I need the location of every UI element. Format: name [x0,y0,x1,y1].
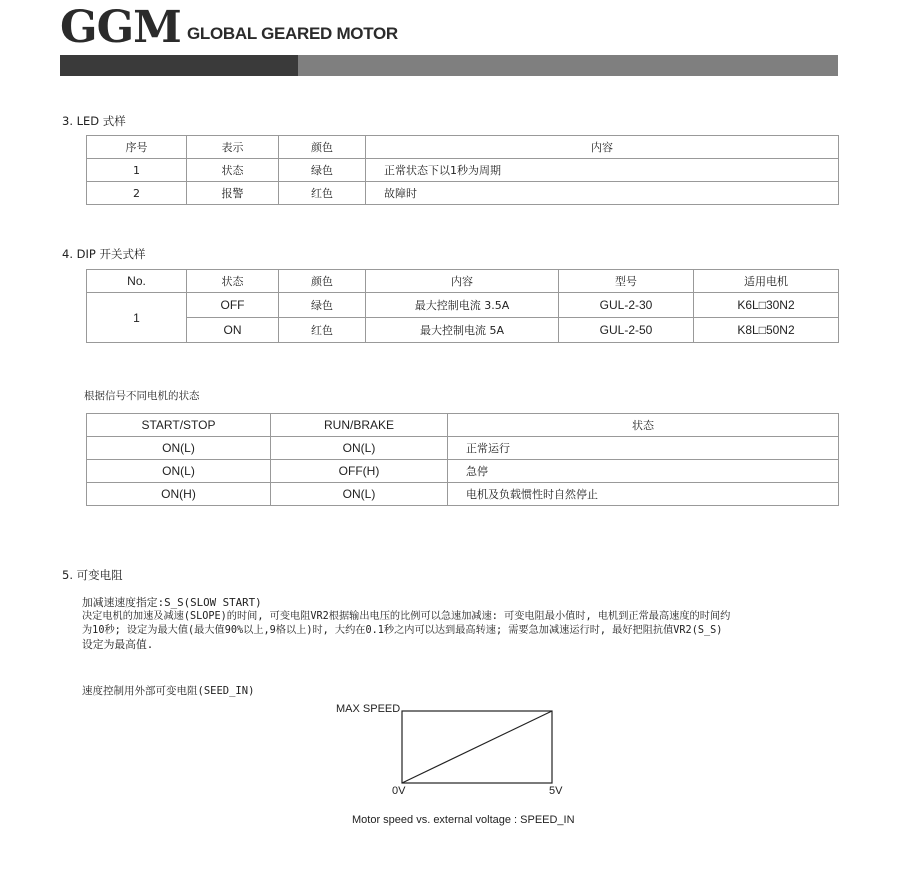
table-cell: K8L□50N2 [694,318,839,343]
table-cell: 红色 [279,318,366,343]
resistor-section-title: 5. 可变电阻 [62,568,123,582]
speed-section-title: 速度控制用外部可变电阻(SEED_IN) [82,685,255,697]
dip-header-cell: 内容 [366,270,559,293]
dip-table [86,269,839,343]
table-cell: 红色 [279,182,366,205]
table-cell: 绿色 [279,293,366,318]
dip-header-cell: 适用电机 [694,270,839,293]
table-cell: K6L□30N2 [694,293,839,318]
table-cell: ON(H) [87,483,271,506]
table-row [87,483,839,506]
table-cell: ON(L) [87,460,271,483]
speed-line [402,711,552,783]
table-cell: 绿色 [279,159,366,182]
dip-section-title: 4. DIP 开关式样 [62,247,146,261]
x-axis-min-label: 0V [392,785,406,797]
signal-table-title: 根据信号不同电机的状态 [84,390,200,402]
resistor-line: 为10秒; 设定为最大值(最大值90%以上,9格以上)时, 大约在0.1秒之内可以达到最高转速; 需要急加减速运行时, 最好把阻抗值VR2(S_S) [82,625,723,636]
dip-header-row [87,270,839,293]
table-cell: OFF [187,293,279,318]
led-section-title: 3. LED 式样 [62,114,126,128]
header-bar-dark [60,55,298,76]
led-header-cell: 序号 [87,136,187,159]
dip-header-cell: 状态 [187,270,279,293]
led-header-cell: 颜色 [279,136,366,159]
graph-caption: Motor speed vs. external voltage : SPEED_IN [352,814,575,826]
led-header-cell: 表示 [187,136,279,159]
led-header-row [87,136,839,159]
dip-header-cell: 颜色 [279,270,366,293]
table-cell: 状态 [187,159,279,182]
table-row [87,159,839,182]
resistor-line: 设定为最高值. [82,638,154,651]
dip-no-cell: 1 [87,293,187,343]
signal-header-cell: START/STOP [87,414,271,437]
table-row [87,293,839,318]
y-axis-label: MAX SPEED [336,703,401,715]
table-cell: ON(L) [271,437,448,460]
table-cell: 报警 [187,182,279,205]
table-cell: GUL-2-50 [559,318,694,343]
table-cell: 故障时 [366,182,839,205]
resistor-description [82,596,838,652]
dip-header-cell: 型号 [559,270,694,293]
table-cell: OFF(H) [271,460,448,483]
table-cell: 电机及负载惯性时自然停止 [448,483,839,506]
header-bar-gray [298,55,838,76]
table-cell: GUL-2-30 [559,293,694,318]
table-cell: ON(L) [271,483,448,506]
table-cell: 最大控制电流 5A [366,318,559,343]
dip-header-cell: No. [87,270,187,293]
x-axis-max-label: 5V [549,785,563,797]
signal-header-cell: 状态 [448,414,839,437]
logo: GGM [60,2,181,53]
table-cell: 1 [87,159,187,182]
resistor-line: 决定电机的加速及减速(SLOPE)的时间, 可变电阻VR2根据输出电压的比例可以急速加减速: 可变电阻最小值时, 电机到正常最高速度的时间约 [82,611,731,622]
table-cell: 最大控制电流 3.5A [366,293,559,318]
table-row [87,318,839,343]
led-table [86,135,839,205]
table-cell: 急停 [448,460,839,483]
table-cell: ON(L) [87,437,271,460]
company-name: GLOBAL GEARED MOTOR [187,24,398,43]
signal-table [86,413,839,506]
speed-graph [400,709,556,785]
table-row [87,460,839,483]
table-cell: 正常状态下以1秒为周期 [366,159,839,182]
table-cell: ON [187,318,279,343]
table-cell: 正常运行 [448,437,839,460]
signal-header-row [87,414,839,437]
table-row [87,437,839,460]
signal-header-cell: RUN/BRAKE [271,414,448,437]
table-cell: 2 [87,182,187,205]
resistor-line: 加减速速度指定:S_S(SLOW START) [82,596,262,609]
led-header-cell: 内容 [366,136,839,159]
table-row [87,182,839,205]
